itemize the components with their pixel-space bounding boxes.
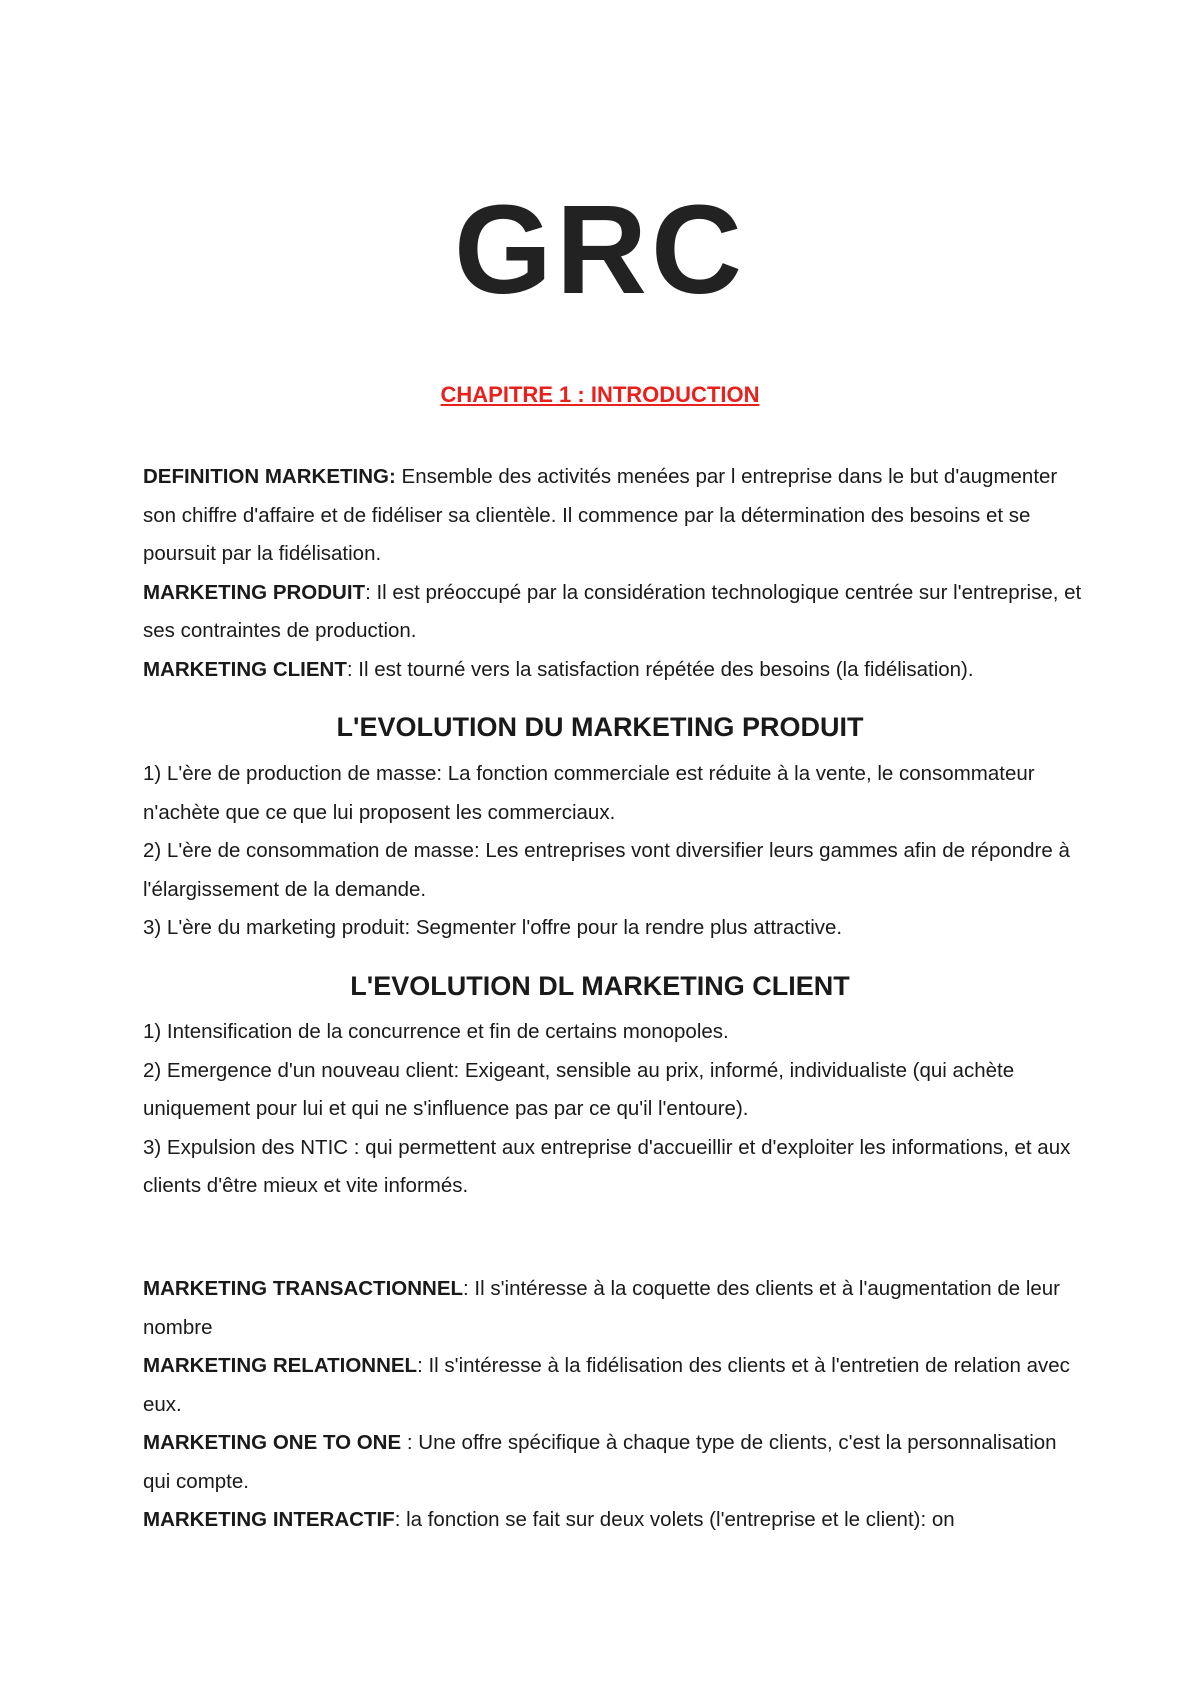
list-item: 2) L'ère de consommation de masse: Les entreprises vont diversifier leurs gammes afin de répondre à l'élargissement de la demande. xyxy=(143,839,1070,901)
list-item: 1) Intensification de la concurrence et fin de certains monopoles. xyxy=(143,1020,729,1043)
marketing-transactionnel xyxy=(143,1270,1083,1347)
intro-definitions xyxy=(143,458,1083,689)
chapter-heading: CHAPITRE 1 : INTRODUCTION xyxy=(440,382,760,407)
list-item: 3) Expulsion des NTIC : qui permettent aux entreprise d'accueillir et d'exploiter les informations, et aux clients d'être mieux et vite informés. xyxy=(143,1135,1071,1197)
definition-term: MARKETING PRODUIT xyxy=(143,580,366,604)
definition-marketing xyxy=(143,458,1083,574)
list-item: 1) L'ère de production de masse: La fonction commerciale est réduite à la vente, le consommateur n'achète que ce que lui proposent les commerciaux. xyxy=(143,762,1035,824)
definition-term: MARKETING ONE TO ONE xyxy=(143,1431,402,1454)
section-heading-client: L'EVOLUTION DL MARKETING CLIENT xyxy=(350,971,850,1001)
definition-text: : Il s'intéresse à la coquette des clients et à l'augmentation de leur nombre xyxy=(143,1277,1060,1339)
definition-marketing-client xyxy=(143,651,1083,690)
list-item: 3) L'ère du marketing produit: Segmenter l'offre pour la rendre plus attractive. xyxy=(143,916,843,939)
definition-term: MARKETING TRANSACTIONNEL xyxy=(143,1277,464,1300)
definition-term: MARKETING INTERACTIF xyxy=(143,1508,395,1531)
definition-term: MARKETING CLIENT xyxy=(143,657,347,681)
definition-text: : Une offre spécifique à chaque type de clients, c'est la personnalisation qui compte. xyxy=(143,1431,1057,1493)
document-title: GRC xyxy=(454,179,746,320)
definition-text: : Il est tourné vers la satisfaction répétée des besoins (la fidélisation). xyxy=(346,657,974,681)
produit-evolution-list xyxy=(143,755,1083,948)
marketing-one-to-one xyxy=(143,1424,1083,1501)
definition-text: : Il s'intéresse à la fidélisation des clients et à l'entretien de relation avec eux. xyxy=(143,1354,1070,1416)
definition-text: Ensemble des activités menées par l entreprise dans le but d'augmenter son chiffre d'affaire et de fidéliser sa clientèle. Il commence par la détermination des besoins et se poursuit par la fidélisation. xyxy=(143,465,1058,565)
marketing-interactif xyxy=(143,1501,1083,1540)
client-evolution-list xyxy=(143,1013,1083,1206)
definition-text: : Il est préoccupé par la considération technologique centrée sur l'entreprise, et ses contraintes de production. xyxy=(143,580,1082,642)
marketing-relationnel xyxy=(143,1347,1083,1424)
definition-term: MARKETING RELATIONNEL xyxy=(143,1354,418,1377)
definition-marketing-produit xyxy=(143,574,1083,651)
marketing-types xyxy=(143,1270,1083,1540)
definition-term: DEFINITION MARKETING: xyxy=(143,465,396,488)
section-heading-produit: L'EVOLUTION DU MARKETING PRODUIT xyxy=(336,712,864,742)
list-item: 2) Emergence d'un nouveau client: Exigeant, sensible au prix, informé, individualiste (qui achète uniquement pour lui et qui ne s'influence pas par ce qu'il l'entoure). xyxy=(143,1058,1015,1120)
definition-text: : la fonction se fait sur deux volets (l'entreprise et le client): on xyxy=(394,1508,955,1531)
